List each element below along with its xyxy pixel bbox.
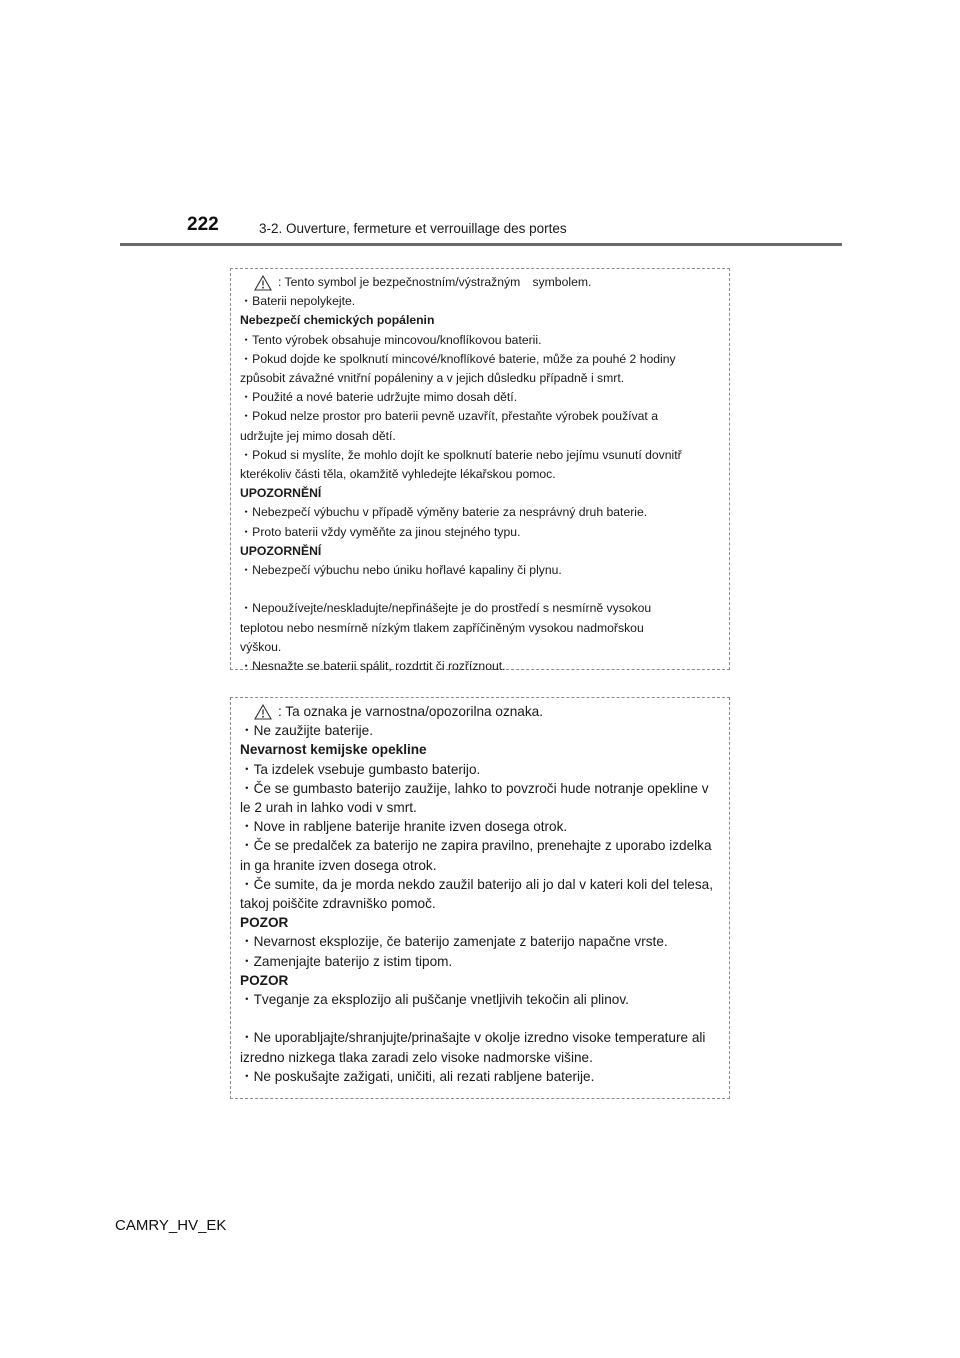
battery-warning-box-slovenian <box>230 697 730 1099</box>
notice-line: le 2 urah in lahko vodi v smrt. <box>240 800 417 816</box>
notice-line: ・Če se gumbasto baterijo zaužije, lahko to povzroči hude notranje opekline v <box>240 780 709 796</box>
notice-line: ・Pokud si myslíte, že mohlo dojít ke spolknutí baterie nebo jejímu vsunutí dovnitř <box>240 447 682 462</box>
notice-line: ・Proto baterii vždy vyměňte za jinou stejného typu. <box>240 524 521 539</box>
notice-heading: Nebezpečí chemických popálenin <box>240 313 435 328</box>
warning-triangle-icon <box>254 704 272 720</box>
notice-line: ・Če sumite, da je morda nekdo zaužil baterijo ali jo dal v kateri koli del telesa, <box>240 876 713 892</box>
notice-line: kterékoliv části těla, okamžitě vyhledejte lékařskou pomoc. <box>240 467 556 482</box>
page-header <box>0 0 960 250</box>
header-divider <box>120 243 842 246</box>
notice-line: ・Ne uporabljajte/shranjujte/prinašajte v okolje izredno visoke temperature ali <box>240 1030 706 1046</box>
notice-line: ・Nesnažte se baterii spálit, rozdrtit či rozříznout. <box>240 659 506 674</box>
notice-line: ・Zamenjajte baterijo z istim tipom. <box>240 953 453 969</box>
notice-heading: POZOR <box>240 915 289 931</box>
warning-symbol-line <box>240 273 729 292</box>
notice-line: ・Ne poskušajte zažigati, uničiti, ali rezati rabljene baterije. <box>240 1068 595 1084</box>
notice-line: ・Nebezpečí výbuchu v případě výměny baterie za nesprávný druh baterie. <box>240 505 648 520</box>
notice-line: ・Ne zaužijte baterije. <box>240 723 373 739</box>
warning-symbol-text: : Tento symbol je bezpečnostním/výstražným symbolem. <box>278 275 592 289</box>
battery-warning-box-czech <box>230 268 730 674</box>
notice-heading: POZOR <box>240 972 289 988</box>
notice-line: takoj poiščite zdravniško pomoč. <box>240 896 436 912</box>
page-number: 222 <box>187 214 219 235</box>
notice-line: ・Nebezpečí výbuchu nebo úniku hořlavé kapaliny či plynu. <box>240 563 562 578</box>
notice-line: izredno nizkega tlaka zaradi zelo visoke nadmorske višine. <box>240 1049 593 1065</box>
model-code: CAMRY_HV_EK <box>115 1217 227 1234</box>
notice-line: in ga hranite izven dosega otrok. <box>240 857 437 873</box>
notice-heading: UPOZORNĚNÍ <box>240 543 322 558</box>
warning-symbol-line <box>240 702 729 721</box>
notice-line: ・Nevarnost eksplozije, če baterijo zamenjate z baterijo napačne vrste. <box>240 934 668 950</box>
notice-line: ・Pokud dojde ke spolknutí mincové/knoflíkové baterie, může za pouhé 2 hodiny <box>240 351 676 366</box>
notice-line: udržujte jej mimo dosah dětí. <box>240 428 396 443</box>
section-title: 3-2. Ouverture, fermeture et verrouillage des portes <box>259 221 567 236</box>
notice-line: teplotou nebo nesmírně nízkým tlakem zapříčiněným vysokou nadmořskou <box>240 620 644 635</box>
notice-line: ・Tento výrobek obsahuje mincovou/knoflíkovou baterii. <box>240 332 542 347</box>
notice-line: ・Pokud nelze prostor pro baterii pevně uzavřít, přestaňte výrobek používat a <box>240 409 658 424</box>
notice-blank-line <box>240 1009 729 1028</box>
notice-line: ・Nepoužívejte/neskladujte/nepřinášejte je do prostředí s nesmírně vysokou <box>240 601 652 616</box>
notice-line: způsobit závažné vnitřní popáleniny a v jejich důsledku případně i smrt. <box>240 371 625 386</box>
warning-triangle-icon <box>254 275 272 291</box>
notice-line: ・Ta izdelek vsebuje gumbasto baterijo. <box>240 761 481 777</box>
notice-line: ・Baterii nepolykejte. <box>240 294 356 309</box>
notice-line: ・Použité a nové baterie udržujte mimo dosah dětí. <box>240 390 518 405</box>
notice-heading: Nevarnost kemijske opekline <box>240 742 427 758</box>
warning-symbol-text: : Ta oznaka je varnostna/opozorilna oznaka. <box>278 704 543 719</box>
notice-blank-line <box>240 580 729 599</box>
notice-line: výškou. <box>240 639 282 654</box>
notice-line: ・Nove in rabljene baterije hranite izven dosega otrok. <box>240 819 568 835</box>
notice-line: ・Če se predalček za baterijo ne zapira pravilno, prenehajte z uporabo izdelka <box>240 838 712 854</box>
notice-line: ・Tveganje za eksplozijo ali puščanje vnetljivih tekočin ali plinov. <box>240 992 629 1008</box>
notice-heading: UPOZORNĚNÍ <box>240 486 322 501</box>
